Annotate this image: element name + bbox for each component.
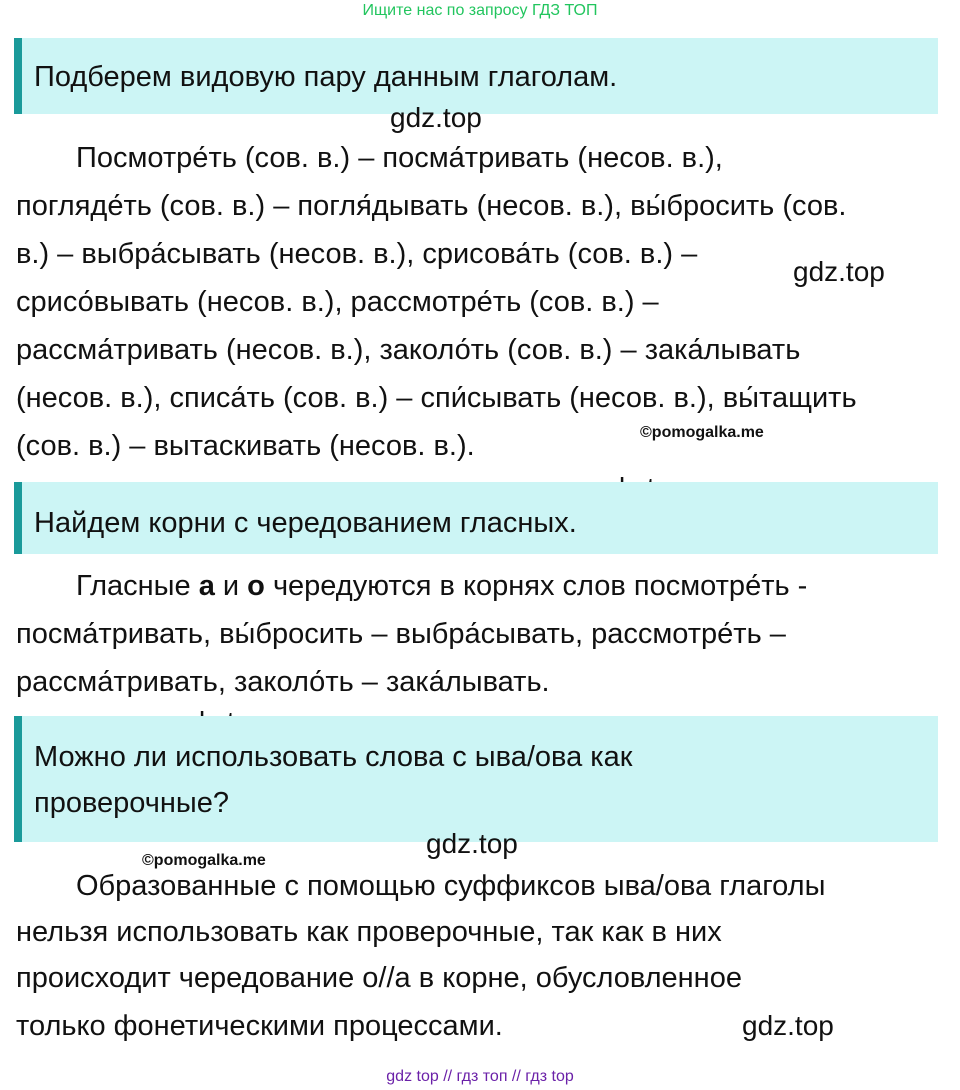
p1-line: Посмотре́ть (сов. в.) – посма́тривать (несов. в.),: [76, 142, 723, 174]
p1-line: в.) – выбра́сывать (несов. в.), срисова́ть (сов. в.) –: [16, 238, 698, 270]
section-title-text: Подберем видовую пару данным глаголам.: [34, 61, 618, 93]
pomogalka-watermark: ©pomogalka.me: [142, 852, 266, 869]
p2-letter-a: а: [198, 570, 215, 602]
section-title-text: проверочные?: [34, 787, 230, 819]
gdz-watermark: gdz.top: [390, 102, 482, 133]
p2-lead: Гласные: [76, 570, 191, 602]
top-banner: Ищите нас по запросу ГДЗ ТОП: [362, 2, 598, 19]
p3-line: только фонетическими процессами.: [16, 1010, 503, 1042]
p1-line: срисо́вывать (несов. в.), рассмотре́ть (сов. в.) –: [16, 286, 659, 318]
p2-conj: и: [222, 570, 240, 602]
gdz-watermark: gdz.top: [742, 1010, 834, 1041]
section-title-2: [14, 482, 938, 554]
p1-line: (сов. в.) – вытаскивать (несов. в.).: [16, 430, 475, 462]
p3-line: Образованные с помощью суффиксов ыва/ова глаголы: [76, 870, 826, 902]
gdz-watermark: gdz.top: [426, 828, 518, 859]
p2-line: посма́тривать, вы́бросить – выбра́сывать, рассмотре́ть –: [16, 618, 786, 650]
p1-line: (несов. в.), списа́ть (сов. в.) – спи́сывать (несов. в.), вы́тащить: [16, 382, 857, 414]
p1-line: рассма́тривать (несов. в.), заколо́ть (сов. в.) – зака́лывать: [16, 334, 801, 366]
pomogalka-watermark: ©pomogalka.me: [640, 424, 764, 441]
p1-line: погляде́ть (сов. в.) – погля́дывать (несов. в.), вы́бросить (сов.: [16, 190, 847, 222]
footer-links: gdz top // гдз топ // гдз top: [386, 1068, 574, 1085]
section-title-text: Найдем корни с чередованием гласных.: [34, 507, 577, 539]
p2-letter-o: о: [247, 570, 265, 602]
section-title-3: [14, 716, 938, 842]
p3-line: нельзя использовать как проверочные, так как в них: [16, 916, 722, 948]
p2-rest: чередуются в корнях слов посмотре́ть -: [272, 570, 808, 602]
p3-line: происходит чередование о//а в корне, обусловленное: [16, 962, 742, 994]
p2-line: рассма́тривать, заколо́ть – зака́лывать.: [16, 666, 550, 698]
section-title-text: Можно ли использовать слова с ыва/ова как: [34, 741, 633, 773]
gdz-watermark: gdz.top: [793, 256, 885, 287]
